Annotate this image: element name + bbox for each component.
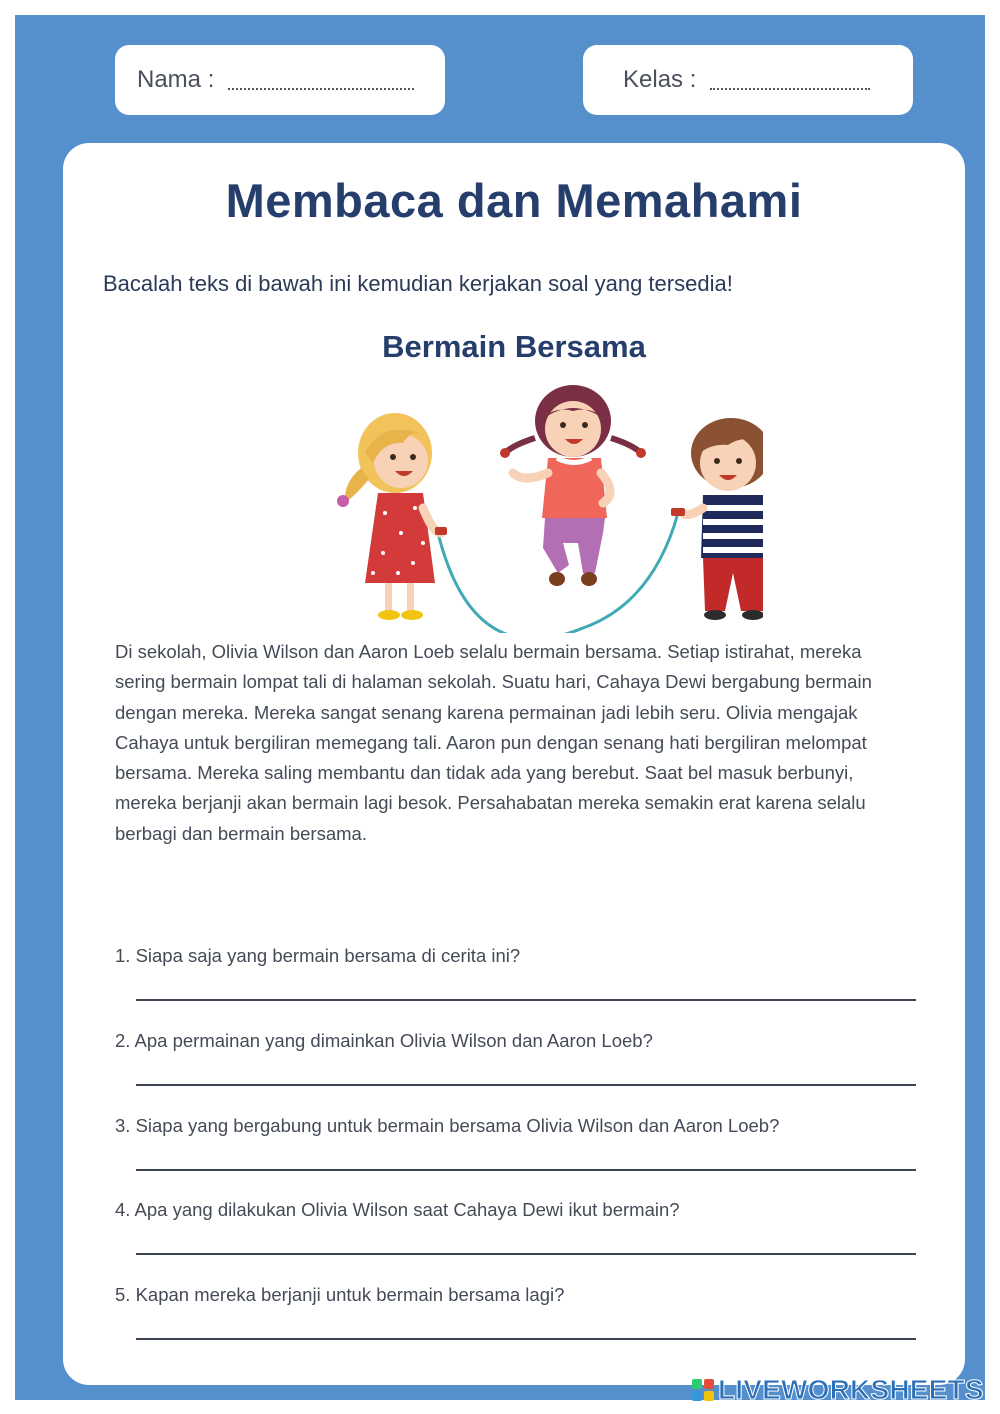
liveworksheets-logo-icon [692,1379,714,1401]
children-jump-rope-illustration [273,383,763,633]
answer-line-4[interactable] [136,1253,916,1255]
answer-line-2[interactable] [136,1084,916,1086]
watermark-text: LIVEWORKSHEETS [718,1374,984,1405]
question-3: 3. Siapa yang bergabung untuk bermain bersama Olivia Wilson dan Aaron Loeb? [115,1115,780,1136]
answer-line-3[interactable] [136,1169,916,1171]
worksheet-card [63,143,965,1385]
class-label: Kelas : [623,66,697,93]
answer-line-1[interactable] [136,999,916,1001]
middle-girl-figure [500,385,646,586]
left-girl-figure [337,413,447,620]
question-4: 4. Apa yang dilakukan Olivia Wilson saat Cahaya Dewi ikut bermain? [115,1199,680,1220]
right-boy-figure [671,418,763,620]
question-1: 1. Siapa saja yang bermain bersama di cerita ini? [115,945,521,966]
worksheet-title: Membaca dan Memahami [225,174,803,227]
answer-line-5[interactable] [136,1338,916,1340]
story-passage: Di sekolah, Olivia Wilson dan Aaron Loeb selalu bermain bersama. Setiap istirahat, mereka sering bermain lompat tali di halaman sekolah. Suatu hari, Cahaya Dewi bergabung bermain dengan mereka. Mereka sangat senang karena permainan jadi lebih seru. Olivia mengajak Cahaya untuk bergiliran memegang tali. Aaron pun dengan senang hati bergiliran melompat bersama. Mereka saling membantu dan tidak ada yang berebut. Saat bel masuk berbunyi, mereka berjanji akan bermain lagi besok. Persahabatan mereka semakin erat karena selalu berbagi dan bermain bersama. [115,641,872,844]
name-label: Nama : [137,66,215,93]
instruction-text: Bacalah teks di bawah ini kemudian kerjakan soal yang tersedia! [103,271,733,296]
liveworksheets-watermark [692,1374,984,1406]
class-blank-line[interactable] [710,87,870,90]
question-2: 2. Apa permainan yang dimainkan Olivia Wilson dan Aaron Loeb? [115,1030,653,1051]
class-field-box[interactable] [583,45,913,115]
name-field-box[interactable] [115,45,445,115]
story-title: Bermain Bersama [382,329,646,364]
question-5: 5. Kapan mereka berjanji untuk bermain bersama lagi? [115,1284,565,1305]
name-blank-line[interactable] [228,87,414,90]
worksheet-frame [15,15,985,1400]
